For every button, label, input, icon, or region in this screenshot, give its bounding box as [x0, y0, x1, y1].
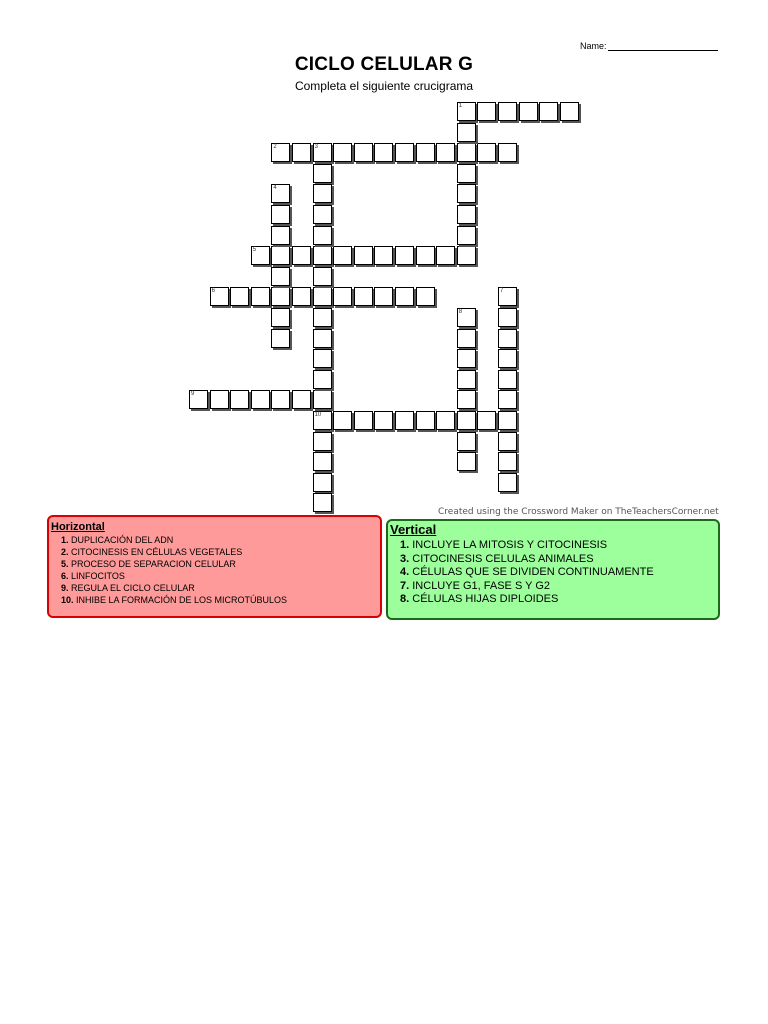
- horizontal-clue: [61, 535, 173, 545]
- crossword-cell[interactable]: [498, 411, 517, 430]
- clue-num: 3.: [400, 552, 410, 565]
- crossword-cell[interactable]: [498, 452, 517, 471]
- crossword-cell[interactable]: [457, 411, 476, 430]
- vertical-clue: [400, 539, 607, 551]
- crossword-cell[interactable]: [333, 143, 352, 162]
- crossword-cell[interactable]: [539, 102, 558, 121]
- vertical-clue: [400, 553, 594, 565]
- crossword-cell[interactable]: [457, 226, 476, 245]
- crossword-cell[interactable]: [313, 411, 332, 430]
- crossword-cell[interactable]: [498, 329, 517, 348]
- crossword-cell[interactable]: [436, 143, 455, 162]
- crossword-cell[interactable]: [457, 143, 476, 162]
- clue-num: 4.: [400, 566, 410, 578]
- crossword-cell[interactable]: [313, 473, 332, 492]
- clue-text: CITOCINESIS EN CÉLULAS VEGETALES: [68, 547, 243, 557]
- crossword-cell[interactable]: [292, 143, 311, 162]
- crossword-cell[interactable]: [210, 287, 229, 306]
- crossword-cell[interactable]: [313, 370, 332, 389]
- crossword-cell[interactable]: [457, 123, 476, 142]
- horizontal-clue: [61, 559, 236, 569]
- clue-text: PROCESO DE SEPARACION CELULAR: [68, 559, 236, 569]
- crossword-cell[interactable]: [498, 287, 517, 306]
- clue-number: 6: [211, 288, 215, 295]
- crossword-cell[interactable]: [271, 205, 290, 224]
- crossword-cell[interactable]: [313, 349, 332, 368]
- crossword-cell[interactable]: [189, 390, 208, 409]
- crossword-cell[interactable]: [498, 102, 517, 121]
- clue-text: REGULA EL CICLO CELULAR: [68, 583, 195, 593]
- clue-num: 1.: [400, 539, 410, 551]
- clue-number: 4: [273, 185, 277, 192]
- crossword-cell[interactable]: [251, 246, 270, 265]
- crossword-cell[interactable]: [457, 184, 476, 203]
- crossword-cell[interactable]: [498, 370, 517, 389]
- crossword-cell[interactable]: [498, 390, 517, 409]
- crossword-cell[interactable]: [313, 246, 332, 265]
- crossword-cell[interactable]: [292, 390, 311, 409]
- crossword-cell[interactable]: [251, 390, 270, 409]
- crossword-cell[interactable]: [477, 143, 496, 162]
- crossword-cell[interactable]: [333, 287, 352, 306]
- crossword-cell[interactable]: [313, 308, 332, 327]
- vertical-title: Vertical: [390, 522, 437, 537]
- crossword-cell[interactable]: [457, 452, 476, 471]
- crossword-cell[interactable]: [395, 246, 414, 265]
- credit-text: Created using the Crossword Maker on TheTeachersCorner.net: [438, 507, 719, 517]
- clue-number: 2: [273, 144, 277, 151]
- clue-text: DUPLICACIÓN DEL ADN: [68, 535, 174, 545]
- crossword-cell[interactable]: [498, 143, 517, 162]
- horizontal-clue: [61, 571, 125, 581]
- crossword-cell[interactable]: [271, 287, 290, 306]
- clue-number: 9: [191, 391, 195, 398]
- name-line[interactable]: [608, 41, 718, 51]
- crossword-cell[interactable]: [374, 411, 393, 430]
- crossword-cell[interactable]: [457, 164, 476, 183]
- crossword-cell[interactable]: [374, 287, 393, 306]
- clue-num: 10.: [61, 595, 74, 605]
- clue-number: 7: [500, 288, 504, 295]
- crossword-cell[interactable]: [498, 432, 517, 451]
- crossword-cell[interactable]: [374, 143, 393, 162]
- crossword-cell[interactable]: [457, 205, 476, 224]
- crossword-cell[interactable]: [230, 390, 249, 409]
- clue-text: CÉLULAS HIJAS DIPLOIDES: [409, 593, 559, 605]
- clue-text: CÉLULAS QUE SE DIVIDEN CONTINUAMENTE: [409, 566, 654, 578]
- crossword-cell[interactable]: [416, 246, 435, 265]
- clue-num: 9.: [61, 583, 69, 593]
- crossword-cell[interactable]: [498, 308, 517, 327]
- crossword-cell[interactable]: [354, 411, 373, 430]
- crossword-cell[interactable]: [333, 246, 352, 265]
- crossword-cell[interactable]: [271, 246, 290, 265]
- clue-text: LINFOCITOS: [68, 571, 125, 581]
- crossword-cell[interactable]: [313, 287, 332, 306]
- crossword-cell[interactable]: [395, 411, 414, 430]
- page-subtitle: Completa el siguiente crucigrama: [294, 79, 474, 93]
- crossword-cell[interactable]: [271, 329, 290, 348]
- crossword-cell[interactable]: [477, 411, 496, 430]
- clue-text: INHIBE LA FORMACIÓN DE LOS MICROTÚBULOS: [73, 595, 288, 605]
- clue-text: CITOCINESIS CELULAS ANIMALES: [409, 552, 594, 565]
- vertical-clue: [400, 593, 558, 605]
- crossword-cell[interactable]: [271, 143, 290, 162]
- crossword-cell[interactable]: [354, 287, 373, 306]
- crossword-cell[interactable]: [498, 349, 517, 368]
- crossword-cell[interactable]: [416, 411, 435, 430]
- crossword-cell[interactable]: [416, 143, 435, 162]
- horizontal-clue: [61, 595, 287, 605]
- crossword-cell[interactable]: [457, 390, 476, 409]
- crossword-cell[interactable]: [313, 329, 332, 348]
- crossword-cell[interactable]: [210, 390, 229, 409]
- clue-number: 5: [252, 247, 257, 254]
- vertical-clue: [400, 580, 550, 592]
- horizontal-clues-box: [47, 515, 382, 618]
- crossword-cell[interactable]: [313, 143, 332, 162]
- crossword-cell[interactable]: [313, 164, 332, 183]
- clue-num: 6.: [61, 571, 69, 581]
- crossword-cell[interactable]: [457, 246, 476, 265]
- crossword-cell[interactable]: [333, 411, 352, 430]
- clue-text: INCLUYE LA MITOSIS Y CITOCINESIS: [409, 539, 608, 551]
- crossword-cell[interactable]: [292, 246, 311, 265]
- crossword-cell[interactable]: [313, 226, 332, 245]
- crossword-cell[interactable]: [313, 432, 332, 451]
- clue-num: 2.: [61, 547, 69, 557]
- name-label: Name:: [580, 41, 607, 51]
- crossword-cell[interactable]: [292, 287, 311, 306]
- crossword-cell[interactable]: [519, 102, 538, 121]
- crossword-cell[interactable]: [457, 349, 476, 368]
- crossword-cell[interactable]: [457, 102, 476, 121]
- clue-number: 8: [458, 309, 463, 315]
- crossword-cell[interactable]: [271, 184, 290, 203]
- crossword-cell[interactable]: [354, 246, 373, 265]
- clue-number: 1: [458, 103, 463, 109]
- horizontal-clue: [61, 583, 195, 593]
- clue-number: 3: [314, 144, 318, 151]
- crossword-cell[interactable]: [271, 308, 290, 327]
- horizontal-clue: [61, 547, 242, 557]
- crossword-cell[interactable]: [313, 205, 332, 224]
- crossword-cell[interactable]: [271, 267, 290, 286]
- crossword-cell[interactable]: [457, 308, 476, 327]
- crossword-cell[interactable]: [498, 473, 517, 492]
- crossword-cell[interactable]: [457, 329, 476, 348]
- crossword-cell[interactable]: [374, 246, 393, 265]
- crossword-cell[interactable]: [395, 143, 414, 162]
- crossword-cell[interactable]: [313, 493, 332, 512]
- clue-num: 5.: [61, 559, 69, 569]
- crossword-cell[interactable]: [313, 390, 332, 409]
- crossword-cell[interactable]: [436, 246, 455, 265]
- crossword-cell[interactable]: [354, 143, 373, 162]
- crossword-cell[interactable]: [313, 452, 332, 471]
- crossword-cell[interactable]: [560, 102, 579, 121]
- page-title: CICLO CELULAR G: [294, 54, 474, 75]
- crossword-cell[interactable]: [457, 370, 476, 389]
- clue-num: 1.: [61, 535, 69, 545]
- clue-num: 7.: [400, 579, 410, 592]
- crossword-cell[interactable]: [416, 287, 435, 306]
- crossword-cell[interactable]: [457, 432, 476, 451]
- crossword-cell[interactable]: [436, 411, 455, 430]
- crossword-cell[interactable]: [477, 102, 496, 121]
- vertical-clues-box: [386, 519, 720, 620]
- crossword-cell[interactable]: [271, 390, 290, 409]
- crossword-cell[interactable]: [230, 287, 249, 306]
- horizontal-title: Horizontal: [51, 521, 105, 533]
- clue-text: INCLUYE G1, FASE S Y G2: [409, 579, 551, 592]
- name-field: [580, 41, 718, 51]
- crossword-cell[interactable]: [313, 267, 332, 286]
- clue-number: 10: [314, 412, 322, 418]
- crossword-cell[interactable]: [251, 287, 270, 306]
- clue-num: 8.: [400, 593, 410, 605]
- crossword-cell[interactable]: [313, 184, 332, 203]
- crossword-cell[interactable]: [395, 287, 414, 306]
- vertical-clue: [400, 566, 654, 578]
- crossword-cell[interactable]: [271, 226, 290, 245]
